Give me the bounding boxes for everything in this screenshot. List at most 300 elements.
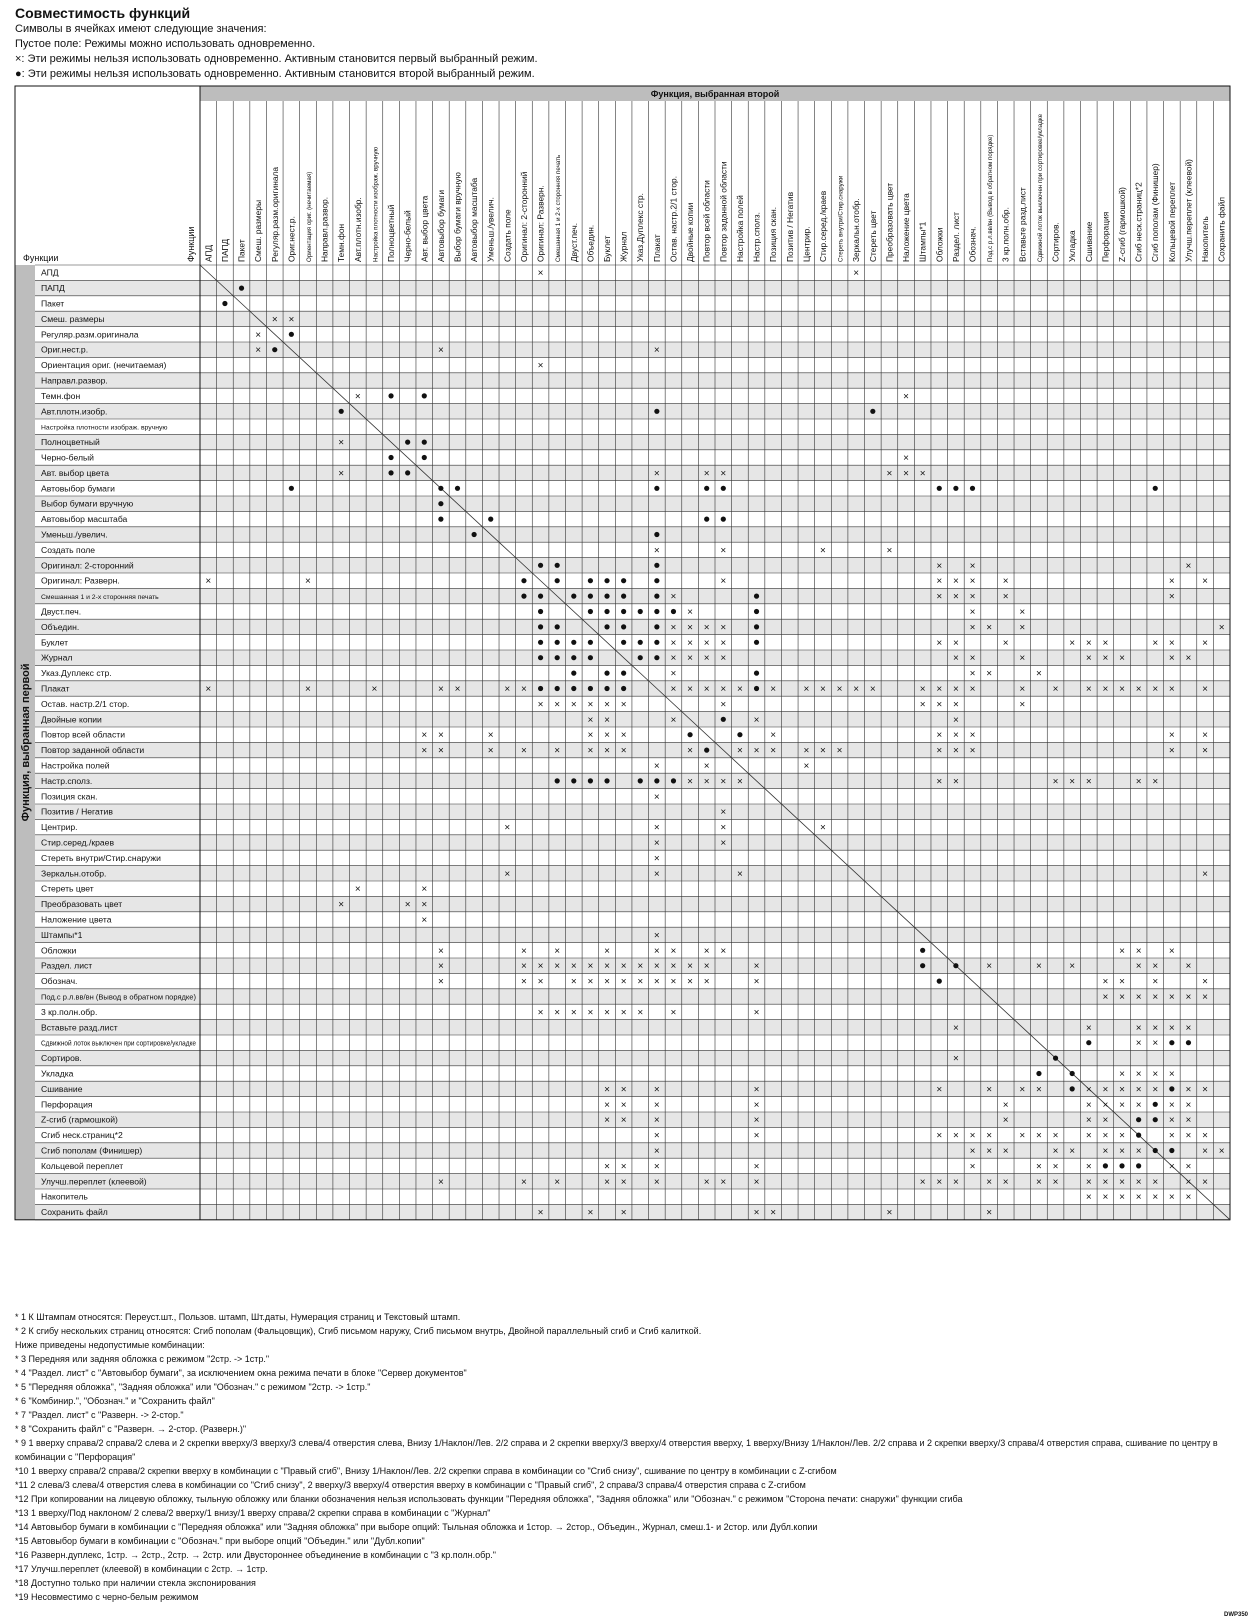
- dot-mark: [1036, 1071, 1041, 1076]
- cross-mark: ×: [554, 1007, 561, 1019]
- dot-mark: [621, 578, 626, 583]
- cross-mark: ×: [570, 699, 577, 711]
- cross-mark: ×: [952, 714, 959, 726]
- row-label: Стереть цвет: [41, 883, 94, 894]
- functions-col-label: Функции: [186, 226, 196, 262]
- cross-mark: ×: [653, 838, 660, 849]
- dot-mark: [555, 778, 560, 783]
- cross-mark: ×: [537, 1207, 544, 1219]
- row-label: Автовыбор масштаба: [41, 514, 128, 525]
- cross-mark: ×: [853, 684, 860, 695]
- cross-mark: ×: [521, 745, 527, 757]
- dot-mark: [754, 594, 759, 599]
- row-label: Буклет: [41, 637, 69, 648]
- dot-mark: [870, 409, 875, 414]
- row-label: Z-сгиб (гармошкой): [41, 1114, 118, 1125]
- cross-mark: ×: [537, 360, 544, 372]
- dot-mark: [604, 686, 609, 691]
- cross-mark: ×: [936, 1130, 943, 1142]
- cross-mark: ×: [952, 653, 959, 665]
- cross-mark: ×: [537, 699, 544, 711]
- cross-mark: ×: [803, 761, 810, 772]
- cross-mark: ×: [936, 745, 943, 757]
- row-label: Автовыбор бумаги: [41, 483, 115, 494]
- cross-mark: ×: [1019, 684, 1026, 695]
- dot-mark: [687, 732, 692, 737]
- dot-mark: [289, 332, 294, 337]
- dot-mark: [704, 486, 709, 491]
- footnote: *13 1 вверху/Под наклоном/ 2 слева/2 вверху/1 внизу/1 вверху справа/2 скрепки справа в комбинации с "Журнал": [15, 1508, 491, 1518]
- column-label: Стереть цвет: [867, 210, 878, 262]
- row-shade: [35, 280, 1230, 295]
- cross-mark: ×: [421, 745, 428, 757]
- column-label: Авт. выбор цвета: [419, 195, 430, 262]
- dot-mark: [754, 671, 759, 676]
- footnote: *19 Несовместимо с черно-белым режимом: [15, 1592, 199, 1602]
- footnote: *11 2 слева/3 слева/4 отверстия слева в комбинации со "Сгиб снизу", 2 вверху/3 вверху/4 отверстия вверху в комбинации с "Правый сгиб", 2 справа/3 справа/4 отверстия справа с Z-сгибом: [15, 1480, 806, 1490]
- column-label: Регуляр.разм.оригинала: [269, 166, 280, 262]
- cross-mark: ×: [587, 730, 594, 742]
- column-label: Темн.фон: [336, 223, 347, 262]
- cross-mark: ×: [703, 637, 710, 649]
- column-label: Пакет: [236, 239, 247, 262]
- dot-mark: [953, 963, 958, 968]
- cross-mark: ×: [736, 684, 743, 695]
- dot-mark: [1153, 1102, 1158, 1107]
- cross-mark: ×: [604, 976, 610, 988]
- cross-mark: ×: [687, 622, 694, 634]
- column-label: Полноцветный: [386, 204, 397, 262]
- dot-mark: [538, 594, 543, 599]
- cross-mark: ×: [1185, 1192, 1192, 1204]
- cross-mark: ×: [1085, 776, 1092, 788]
- column-label: Создать поле: [502, 209, 513, 262]
- cross-mark: ×: [305, 576, 311, 588]
- dot-mark: [920, 948, 925, 953]
- cross-mark: ×: [504, 822, 511, 834]
- cross-mark: ×: [421, 730, 428, 742]
- row-shade: [35, 434, 1230, 449]
- row-label: Позитив / Негатив: [41, 806, 113, 817]
- cross-mark: ×: [620, 961, 627, 973]
- cross-mark: ×: [1102, 1084, 1109, 1096]
- cross-mark: ×: [753, 1084, 760, 1096]
- row-shade: [35, 1174, 1230, 1189]
- cross-mark: ×: [936, 1176, 943, 1188]
- cross-mark: ×: [1218, 622, 1225, 634]
- cross-mark: ×: [620, 730, 627, 742]
- footnote: *17 Улучш.переплет (клеевой) в комбинации с 2стр. → 1стр.: [15, 1564, 268, 1574]
- dot-mark: [604, 578, 609, 583]
- cross-mark: ×: [986, 961, 993, 973]
- cross-mark: ×: [703, 945, 710, 957]
- cross-mark: ×: [1019, 653, 1026, 665]
- cross-mark: ×: [1036, 961, 1042, 973]
- dot-mark: [422, 393, 427, 398]
- cross-mark: ×: [1036, 1130, 1042, 1142]
- cross-mark: ×: [1002, 1176, 1009, 1188]
- cross-mark: ×: [255, 345, 262, 357]
- dot-mark: [754, 686, 759, 691]
- cross-mark: ×: [1085, 653, 1092, 665]
- cross-mark: ×: [1168, 1161, 1175, 1173]
- row-label: Сохранить файл: [41, 1207, 108, 1218]
- cross-mark: ×: [1019, 1130, 1026, 1142]
- cross-mark: ×: [604, 1115, 610, 1127]
- dot-mark: [1169, 1148, 1174, 1153]
- cross-mark: ×: [1069, 637, 1076, 649]
- cross-mark: ×: [587, 699, 594, 711]
- cross-mark: ×: [1202, 1130, 1209, 1142]
- cross-mark: ×: [1052, 1176, 1059, 1188]
- cross-mark: ×: [1168, 992, 1175, 1003]
- cross-mark: ×: [587, 745, 594, 757]
- cross-mark: ×: [354, 884, 361, 896]
- cross-mark: ×: [554, 961, 561, 973]
- cross-mark: ×: [1102, 1192, 1109, 1204]
- cross-mark: ×: [1168, 684, 1175, 695]
- footnote: * 6 "Комбинир.", "Обознач." и "Сохранить файл": [15, 1396, 215, 1406]
- cross-mark: ×: [1185, 1084, 1192, 1096]
- dot-mark: [1169, 1040, 1174, 1045]
- row-label: Настройка полей: [41, 760, 110, 771]
- column-label: Сортиров.: [1050, 222, 1061, 262]
- cross-mark: ×: [1085, 1099, 1092, 1111]
- dot-mark: [721, 517, 726, 522]
- cross-mark: ×: [919, 699, 926, 711]
- column-label: Сшивание: [1083, 221, 1094, 262]
- cross-mark: ×: [1085, 1176, 1092, 1188]
- dot-mark: [621, 640, 626, 645]
- cross-mark: ×: [753, 1161, 760, 1173]
- cross-mark: ×: [753, 1007, 760, 1019]
- cross-mark: ×: [537, 961, 544, 973]
- cross-mark: ×: [653, 1176, 660, 1188]
- cross-mark: ×: [1135, 684, 1142, 695]
- cross-mark: ×: [421, 884, 428, 896]
- dot-mark: [222, 301, 227, 306]
- cross-mark: ×: [570, 976, 577, 988]
- cross-mark: ×: [421, 915, 428, 926]
- cross-mark: ×: [820, 822, 826, 834]
- cross-mark: ×: [687, 684, 694, 695]
- cross-mark: ×: [670, 591, 677, 603]
- cross-mark: ×: [820, 745, 826, 757]
- row-label: Стир.серед./краев: [41, 837, 115, 848]
- dot-mark: [538, 655, 543, 660]
- cross-mark: ×: [720, 576, 727, 588]
- dot-mark: [654, 563, 659, 568]
- cross-mark: ×: [271, 314, 278, 326]
- intro-line: ●: Эти режимы нельзя использовать одновременно. Активным становится второй выбранный режим.: [15, 68, 535, 80]
- column-label: Выбор бумаги вручную: [452, 172, 463, 262]
- dot-mark: [721, 486, 726, 491]
- cross-mark: ×: [404, 899, 411, 911]
- column-label: Сдвижной лоток выключен при сортировке/укладке: [1036, 113, 1044, 262]
- dot-mark: [555, 563, 560, 568]
- cross-mark: ×: [720, 684, 727, 695]
- column-label: Двуст.печ.: [568, 222, 579, 262]
- cross-mark: ×: [604, 1084, 610, 1096]
- dot-mark: [588, 778, 593, 783]
- cross-mark: ×: [936, 576, 943, 588]
- cross-mark: ×: [670, 714, 677, 726]
- cross-mark: ×: [205, 684, 212, 695]
- footnote: * 5 "Передняя обложка", "Задняя обложка" или "Обознач." с режимом "2стр. -> 1стр.": [15, 1382, 371, 1392]
- cross-mark: ×: [620, 1099, 627, 1111]
- cross-mark: ×: [653, 1115, 660, 1127]
- cross-mark: ×: [952, 1053, 959, 1065]
- column-label: Укладка: [1067, 230, 1078, 262]
- cross-mark: ×: [653, 1161, 660, 1173]
- dot-mark: [555, 578, 560, 583]
- cross-mark: ×: [1168, 1192, 1175, 1204]
- cross-mark: ×: [1119, 653, 1125, 665]
- row-label: Остав. настр.2/1 стор.: [41, 698, 130, 709]
- cross-mark: ×: [670, 684, 677, 695]
- column-label: Автовыбор масштаба: [469, 177, 480, 262]
- column-label: Двойные копии: [685, 202, 696, 262]
- cross-mark: ×: [853, 268, 860, 280]
- dot-mark: [555, 686, 560, 691]
- cross-mark: ×: [1002, 637, 1009, 649]
- cross-mark: ×: [1036, 1084, 1042, 1096]
- cross-mark: ×: [1135, 961, 1142, 973]
- row-shade: [35, 866, 1230, 881]
- dot-mark: [638, 778, 643, 783]
- cross-mark: ×: [986, 1176, 993, 1188]
- cross-mark: ×: [604, 1007, 610, 1019]
- footnote: * 1 К Штампам относятся: Переуст.шт., Пользов. штамп, Шт.даты, Нумерация страниц и Текстовый штамп.: [15, 1312, 461, 1322]
- row-shade: [35, 835, 1230, 850]
- cross-mark: ×: [437, 976, 444, 988]
- cross-mark: ×: [969, 560, 976, 572]
- cross-mark: ×: [1085, 1022, 1092, 1034]
- column-label: Настройка полей: [734, 195, 745, 262]
- cross-mark: ×: [1152, 1084, 1159, 1096]
- dot-mark: [289, 486, 294, 491]
- dot-mark: [621, 686, 626, 691]
- cross-mark: ×: [620, 1084, 627, 1096]
- dot-mark: [920, 963, 925, 968]
- column-label: Ориг.нест.р.: [286, 216, 297, 262]
- cross-mark: ×: [703, 976, 710, 988]
- footnote: * 3 Передняя или задняя обложка с режимом "2стр. -> 1стр.": [15, 1354, 270, 1364]
- column-label: АПД: [203, 244, 214, 262]
- cross-mark: ×: [437, 945, 444, 957]
- row-label: Настройка плотности изображ. вручную: [41, 424, 168, 432]
- dot-mark: [621, 671, 626, 676]
- dot-mark: [571, 640, 576, 645]
- row-label: Сдвижной лоток выключен при сортировке/укладке: [41, 1040, 209, 1048]
- cross-mark: ×: [720, 1176, 727, 1188]
- cross-mark: ×: [305, 684, 311, 695]
- cross-mark: ×: [437, 730, 444, 742]
- dot-mark: [239, 286, 244, 291]
- dot-mark: [488, 517, 493, 522]
- row-shade: [35, 927, 1230, 942]
- cross-mark: ×: [753, 1207, 760, 1219]
- cross-mark: ×: [952, 637, 959, 649]
- cross-mark: ×: [1102, 1146, 1109, 1157]
- cross-mark: ×: [1202, 730, 1209, 742]
- cross-mark: ×: [687, 976, 694, 988]
- cross-mark: ×: [521, 961, 527, 973]
- column-label: Настройка плотности изображ. вручную: [372, 146, 380, 262]
- cross-mark: ×: [1185, 1130, 1192, 1142]
- row-shade: [35, 773, 1230, 788]
- dot-mark: [388, 470, 393, 475]
- cross-mark: ×: [969, 745, 976, 757]
- row-shade: [35, 558, 1230, 573]
- cross-mark: ×: [670, 961, 677, 973]
- cross-mark: ×: [1152, 776, 1159, 788]
- column-label: Указ.Дуплекс стр.: [635, 193, 646, 262]
- row-label: Плакат: [41, 683, 70, 694]
- cross-mark: ×: [604, 961, 610, 973]
- row-label: Сгиб неск.страниц*2: [41, 1130, 123, 1141]
- column-label: Штампы*1: [917, 221, 928, 262]
- dot-mark: [1070, 1071, 1075, 1076]
- cross-mark: ×: [1119, 1130, 1125, 1142]
- column-label: Повтор всей области: [701, 180, 712, 262]
- cross-mark: ×: [1019, 699, 1026, 711]
- dot-mark: [604, 624, 609, 629]
- cross-mark: ×: [936, 591, 943, 603]
- cross-mark: ×: [753, 976, 760, 988]
- dot-mark: [937, 979, 942, 984]
- dot-mark: [654, 640, 659, 645]
- column-label: Сгиб пополам (Финишер): [1150, 163, 1161, 262]
- cross-mark: ×: [1102, 1115, 1109, 1127]
- cross-mark: ×: [620, 1007, 627, 1019]
- dot-mark: [1086, 1040, 1091, 1045]
- cross-mark: ×: [1102, 684, 1109, 695]
- row-label: Авт.плотн.изобр.: [41, 406, 108, 417]
- cross-mark: ×: [604, 730, 610, 742]
- dot-mark: [422, 440, 427, 445]
- column-label: Сохранить файл: [1216, 196, 1227, 262]
- row-label: Повтор заданной области: [41, 745, 145, 756]
- cross-mark: ×: [653, 345, 660, 357]
- cross-mark: ×: [1019, 1084, 1026, 1096]
- dot-mark: [654, 655, 659, 660]
- cross-mark: ×: [587, 714, 594, 726]
- column-label: Ориентация ориг. (нечитаемая): [305, 171, 313, 262]
- cross-mark: ×: [1085, 1130, 1092, 1142]
- dot-mark: [1153, 1148, 1158, 1153]
- cross-mark: ×: [537, 268, 544, 280]
- dot-mark: [654, 594, 659, 599]
- column-label: Обознач.: [967, 226, 978, 262]
- dot-mark: [604, 671, 609, 676]
- dot-mark: [638, 655, 643, 660]
- cross-mark: ×: [620, 745, 627, 757]
- cross-mark: ×: [1119, 945, 1125, 957]
- cross-mark: ×: [604, 1176, 610, 1188]
- cross-mark: ×: [537, 1007, 544, 1019]
- footnote: *12 При копировании на лицевую обложку, тыльную обложку или бланки обозначения нельзя использовать функции "Передняя обложка", "Задняя обложка" или "Обознач." с режимом "Сторона печати: снаружи" функции сгиба: [15, 1494, 963, 1504]
- dot-mark: [953, 486, 958, 491]
- cross-mark: ×: [653, 1099, 660, 1111]
- cross-mark: ×: [687, 653, 694, 665]
- cross-mark: ×: [703, 622, 710, 634]
- cross-mark: ×: [1102, 653, 1109, 665]
- cross-mark: ×: [969, 607, 976, 618]
- column-label: Стереть внутри/Стир.снаружи: [837, 175, 845, 262]
- cross-mark: ×: [255, 329, 262, 341]
- cross-mark: ×: [1185, 653, 1192, 665]
- cross-mark: ×: [1135, 1099, 1142, 1111]
- cross-mark: ×: [720, 776, 727, 788]
- footnote: * 4 "Раздел. лист" с "Автовыбор бумаги", за исключением окна режима печати в блоке "Сервер документов": [15, 1368, 467, 1378]
- column-label: Под.с р.л.вв/вн (Вывод в обратном порядке): [987, 134, 995, 262]
- page-title: Совместимость функций: [15, 5, 191, 21]
- row-shade: [35, 1050, 1230, 1065]
- cross-mark: ×: [936, 776, 943, 788]
- cross-mark: ×: [604, 945, 610, 957]
- dot-mark: [555, 655, 560, 660]
- intro-line: Пустое поле: Режимы можно использовать одновременно.: [15, 38, 316, 50]
- cross-mark: ×: [952, 776, 959, 788]
- row-label: Ориг.нест.р.: [41, 344, 89, 355]
- row-label: Темн.фон: [41, 390, 81, 401]
- row-shade: [35, 588, 1230, 603]
- footnote: Ниже приведены недопустимые комбинации:: [15, 1340, 205, 1350]
- row-label: Двойные копии: [41, 714, 102, 725]
- column-label: Наложение цвета: [901, 193, 912, 262]
- cross-mark: ×: [1168, 945, 1175, 957]
- dot-mark: [1186, 1040, 1191, 1045]
- column-label: Кольцевой переплет: [1166, 181, 1177, 262]
- cross-mark: ×: [720, 637, 727, 649]
- cross-mark: ×: [753, 1130, 760, 1142]
- row-label: Оригинал: 2-сторонний: [41, 560, 134, 571]
- row-label: Зеркальн.отобр.: [41, 868, 107, 879]
- cross-mark: ×: [720, 822, 727, 834]
- cross-mark: ×: [670, 945, 677, 957]
- cross-mark: ×: [537, 976, 544, 988]
- cross-mark: ×: [703, 761, 710, 772]
- cross-mark: ×: [521, 976, 527, 988]
- dot-mark: [638, 640, 643, 645]
- column-label: Журнал: [618, 231, 629, 262]
- cross-mark: ×: [670, 1007, 677, 1019]
- dot-mark: [654, 532, 659, 537]
- row-shade: [35, 1204, 1230, 1219]
- row-label: Наложение цвета: [41, 914, 112, 925]
- cross-mark: ×: [1168, 653, 1175, 665]
- row-shade: [35, 681, 1230, 696]
- row-label: Улучш.переплет (клеевой): [41, 1176, 147, 1187]
- dot-mark: [604, 778, 609, 783]
- cross-mark: ×: [604, 745, 610, 757]
- footnote: *10 1 вверху справа/2 справа/2 скрепки вверху в комбинации с "Правый сгиб", Внизу 1/Наклон/Лев. 2/2 скрепки справа в комбинации со "Сгиб снизу", сшивание по центру в комбинации с Z-сгибом: [15, 1466, 837, 1476]
- cross-mark: ×: [653, 868, 660, 880]
- cross-mark: ×: [1202, 868, 1209, 880]
- column-label: Черно-белый: [402, 210, 413, 262]
- cross-mark: ×: [969, 1130, 976, 1142]
- cross-mark: ×: [1168, 1115, 1175, 1127]
- row-label: Настр.сполз.: [41, 775, 93, 786]
- cross-mark: ×: [969, 622, 976, 634]
- dot-mark: [339, 409, 344, 414]
- cross-mark: ×: [437, 684, 444, 695]
- cross-mark: ×: [753, 961, 760, 973]
- cross-mark: ×: [986, 1207, 993, 1219]
- column-label: Смешанная 1 и 2-х сторонняя печать: [555, 154, 563, 262]
- dot-mark: [654, 624, 659, 629]
